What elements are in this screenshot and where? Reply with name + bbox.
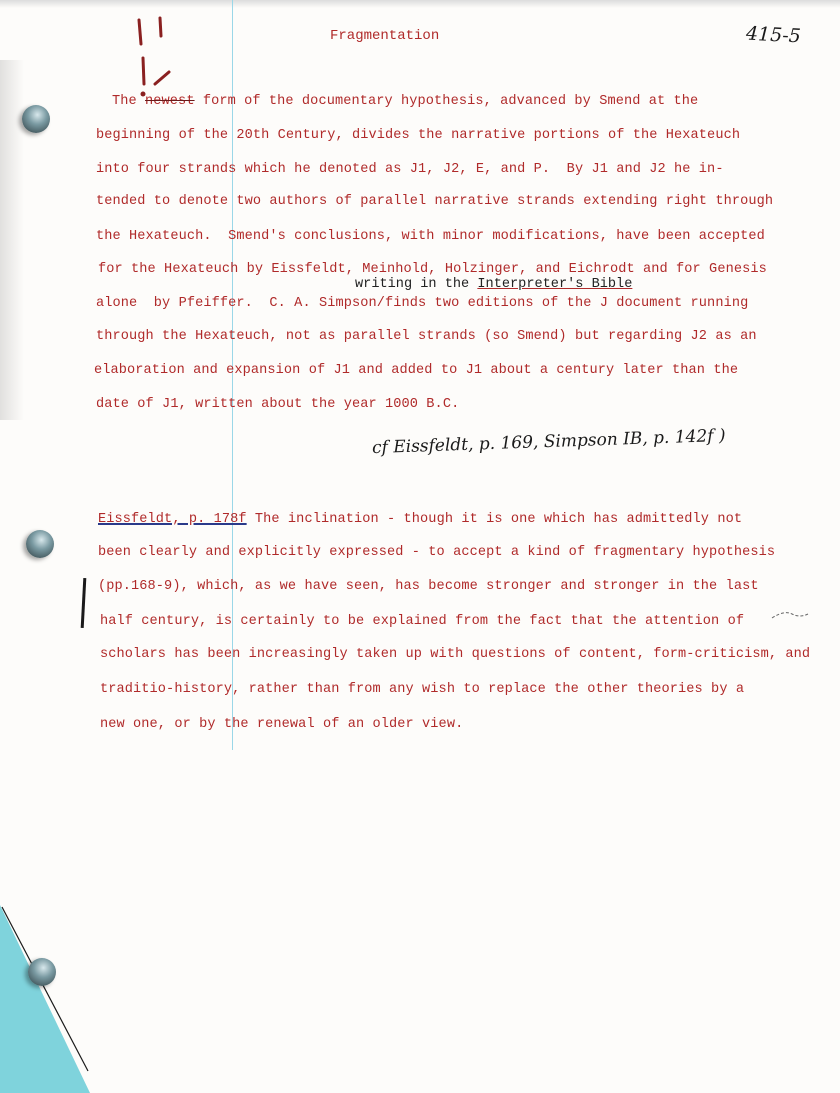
paragraph1-line-6: for the Hexateuch by Eissfeldt, Meinhold, Holzinger, and Eichrodt and for Genesis: [98, 262, 767, 277]
paragraph2-line-7: new one, or by the renewal of an older view.: [100, 717, 464, 732]
pen-stroke-mark: [770, 608, 810, 622]
paragraph2-line-1: [98, 512, 742, 527]
paragraph1-line-1: [112, 94, 698, 109]
paragraph1-line-9: elaboration and expansion of J1 and added to J1 about a century later than the: [94, 363, 739, 378]
paragraph2-line-3: (pp.168-9), which, as we have seen, has become stronger and stronger in the last: [98, 579, 759, 594]
punch-hole-middle: [26, 530, 54, 558]
paragraph2-line-2: been clearly and explicitly expressed - to accept a kind of fragmentary hypothesis: [98, 545, 776, 560]
paragraph1-line-1-after: form of the documentary hypothesis, advanced by Smend at the: [194, 94, 699, 109]
insertion-prefix: writing in the: [355, 277, 478, 292]
punch-hole-bottom: [28, 958, 56, 986]
punch-hole-top: [22, 105, 50, 133]
paragraph1-line-10: date of J1, written about the year 1000 B.C.: [96, 397, 460, 412]
paragraph2-line-6: traditio-history, rather than from any wish to replace the other theories by a: [100, 682, 745, 697]
ink-smudge-mark: [125, 14, 185, 99]
paragraph1-line-4: tended to denote two authors of parallel narrative strands extending right through: [96, 194, 774, 209]
margin-marker-bar: [81, 578, 87, 628]
paragraph1-line-8: through the Hexateuch, not as parallel strands (so Smend) but regarding J2 as an: [96, 329, 757, 344]
interlinear-insertion: [355, 277, 632, 292]
document-title: Fragmentation: [330, 28, 440, 44]
eissfeldt-reference: Eissfeldt, p. 178f: [98, 512, 247, 527]
page-fold-line: [0, 905, 110, 1075]
paragraph1-line-2: beginning of the 20th Century, divides the narrative portions of the Hexateuch: [96, 128, 741, 143]
handwritten-page-number: 415-5: [745, 22, 802, 48]
paragraph2-line-4: half century, is certainly to be explained from the fact that the attention of: [100, 614, 745, 629]
paragraph1-line-5: the Hexateuch. Smend's conclusions, with minor modifications, have been accepted: [96, 229, 765, 244]
paragraph1-line-3: into four strands which he denoted as J1, J2, E, and P. By J1 and J2 he in-: [96, 162, 724, 177]
insertion-book-title: Interpreter's Bible: [477, 277, 633, 292]
page-top-edge: [0, 0, 840, 8]
page-left-shadow: [0, 60, 24, 420]
paragraph2-line-5: scholars has been increasingly taken up with questions of content, form-criticism, and: [100, 647, 811, 662]
paragraph1-line-7: alone by Pfeiffer. C. A. Simpson/finds two editions of the J document running: [96, 296, 749, 311]
handwritten-citation-note: cf Eissfeldt, p. 169, Simpson IB, p. 142f ): [371, 425, 726, 459]
paragraph1-line-1-before: The: [112, 94, 146, 109]
paragraph2-line-1-text: The inclination - though it is one which has admittedly not: [246, 512, 743, 527]
struck-word: newest: [145, 94, 195, 109]
